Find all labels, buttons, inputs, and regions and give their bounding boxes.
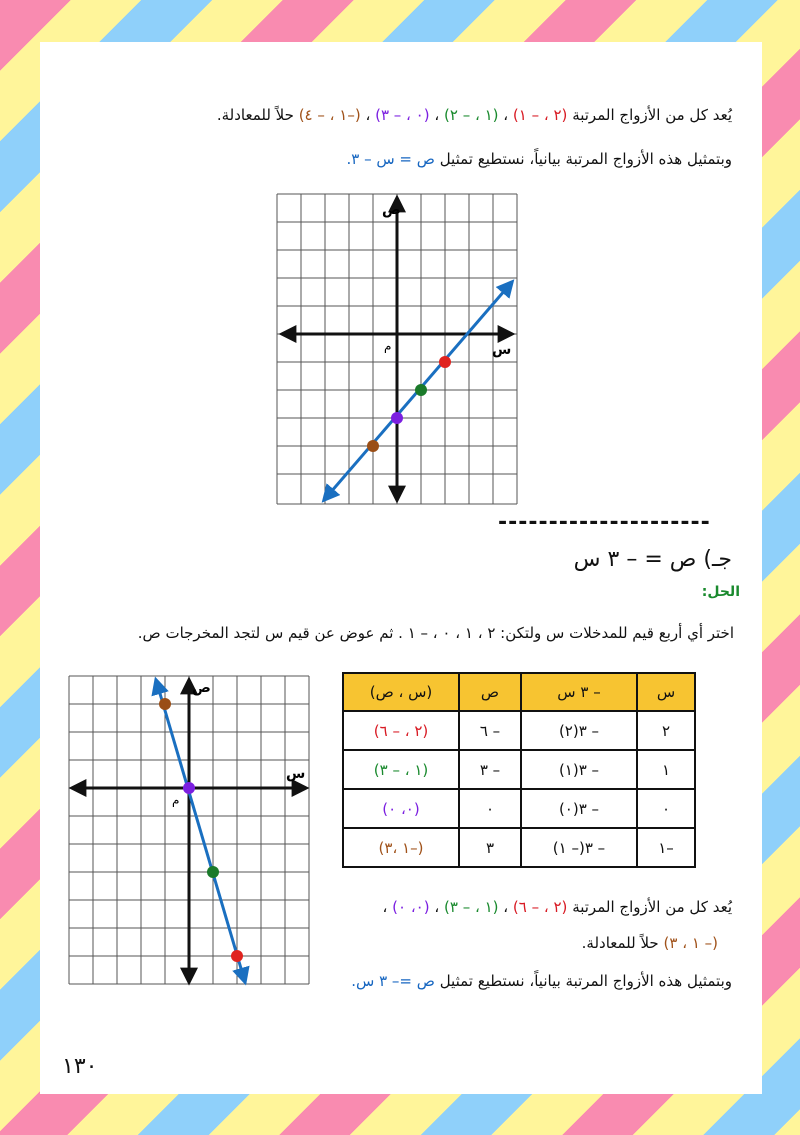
solutions-line-2: [383, 898, 732, 916]
page: [40, 42, 762, 1094]
values-table: [342, 672, 696, 868]
cell-y: ٣: [459, 828, 521, 867]
header-x: س: [637, 673, 695, 711]
graph-2: [68, 674, 312, 986]
pair-brown: (– ١ ، ٣): [663, 934, 718, 952]
equation: ص =– ٣ س.: [351, 972, 435, 990]
table-row: [343, 828, 695, 867]
text-prefix: وبتمثيل هذه الأزواج المرتبة بيانياً، نستطيع تمثيل: [439, 150, 732, 168]
cell-pair: (–١ ،٣): [343, 828, 459, 867]
table-row: [343, 789, 695, 828]
graph-1: [276, 192, 518, 506]
point-brown: [159, 698, 171, 710]
text-suffix: حلاً للمعادلة.: [581, 934, 659, 952]
cell-pair: (١ ، – ٣): [343, 750, 459, 789]
pair-purple: (٠ ، – ٣): [375, 106, 430, 124]
y-axis-label: ص: [192, 680, 211, 696]
x-axis-label: س: [492, 342, 512, 358]
solution-label: الحل:: [701, 584, 740, 600]
text-prefix: يُعد كل من الأزواج المرتبة: [572, 106, 732, 124]
page-number: ١٣٠: [62, 1054, 98, 1079]
text-suffix: حلاً للمعادلة.: [216, 106, 294, 124]
cell-x: ٢: [637, 711, 695, 750]
solutions-line-1: [217, 106, 732, 124]
part-label: جـ): [703, 547, 732, 572]
instruction: اختر أي أربع قيم للمدخلات س ولتكن: ٢ ، ١ ، ٠ ، – ١ . ثم عوض عن قيم س لتجد المخرجات ص.: [137, 624, 734, 642]
cell-expr: – ٣(٠): [521, 789, 637, 828]
origin-label: م: [172, 793, 180, 807]
cell-pair: (٢ ، – ٦): [343, 711, 459, 750]
header-expr: – ٣ س: [521, 673, 637, 711]
solutions-line-3: [582, 934, 718, 952]
header-pair: (س ، ص): [343, 673, 459, 711]
point-red: [231, 950, 243, 962]
graph-line-1: [346, 150, 732, 168]
point-green: [207, 866, 219, 878]
sep: ،: [503, 898, 509, 916]
cell-y: – ٦: [459, 711, 521, 750]
table-row: [343, 750, 695, 789]
sep: ،: [503, 106, 509, 124]
pair-green: (١ ، – ٣): [444, 898, 499, 916]
point-brown: [367, 440, 379, 452]
point-purple: [183, 782, 195, 794]
equation: ص = س – ٣.: [346, 150, 435, 168]
cell-x: ٠: [637, 789, 695, 828]
pair-red: (٢ ، – ١): [512, 106, 568, 124]
cell-y: ٠: [459, 789, 521, 828]
x-axis-label: س: [286, 766, 306, 782]
cell-x: ١: [637, 750, 695, 789]
text-prefix: وبتمثيل هذه الأزواج المرتبة بيانياً، نستطيع تمثيل: [439, 972, 732, 990]
graph-line-2: [351, 972, 732, 990]
cell-pair: (٠، ٠): [343, 789, 459, 828]
y-axis-label: ص: [382, 202, 401, 218]
text-prefix: يُعد كل من الأزواج المرتبة: [572, 898, 732, 916]
sep: ،: [434, 106, 440, 124]
pair-red: (٢ ، – ٦): [512, 898, 568, 916]
pair-brown: (–١ ، – ٤): [298, 106, 361, 124]
point-green: [415, 384, 427, 396]
cell-expr: – ٣(– ١): [521, 828, 637, 867]
part-c-equation: [574, 547, 732, 572]
sep: ،: [365, 106, 371, 124]
pair-green: (١ ، – ٢): [444, 106, 499, 124]
table-row: [343, 711, 695, 750]
sep: ،: [434, 898, 440, 916]
table-header-row: [343, 673, 695, 711]
sep: ،: [382, 898, 388, 916]
cell-x: –١: [637, 828, 695, 867]
point-red: [439, 356, 451, 368]
origin-label: م: [384, 339, 392, 353]
pair-purple: (٠، ٠): [392, 898, 430, 916]
cell-expr: – ٣(١): [521, 750, 637, 789]
point-purple: [391, 412, 403, 424]
divider: ---------------------: [498, 510, 711, 535]
cell-y: – ٣: [459, 750, 521, 789]
equation: ص = – ٣ س: [573, 547, 697, 572]
header-y: ص: [459, 673, 521, 711]
cell-expr: – ٣(٢): [521, 711, 637, 750]
